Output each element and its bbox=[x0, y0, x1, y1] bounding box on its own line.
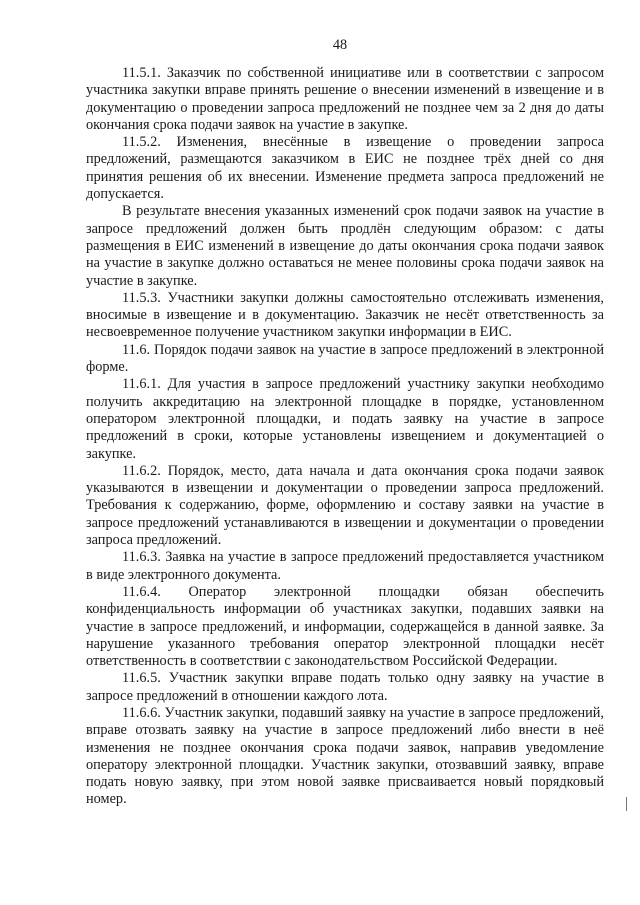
document-body bbox=[86, 65, 604, 809]
scan-artifact-mark bbox=[626, 797, 627, 811]
paragraph-11-5-1: 11.5.1. Заказчик по собственной инициативе или в соответствии с запросом участника закупки вправе принять решение о внесении изменений в извещение и в документацию о проведении запроса предложений не позднее чем за 2 дня до даты окончания срока подачи заявок на участие в закупке. bbox=[86, 65, 604, 133]
paragraph-11-6: 11.6. Порядок подачи заявок на участие в запросе предложений в электронной форме. bbox=[86, 341, 604, 376]
paragraph-11-6-5: 11.6.5. Участник закупки вправе подать только одну заявку на участие в запросе предложений в отношении каждого лота. bbox=[86, 670, 604, 704]
paragraph-11-5-3: 11.5.3. Участники закупки должны самостоятельно отслеживать изменения, вносимые в извещение и в документацию. Заказчик не несёт ответственность за несвоевременное получение участником закупки информации в ЕИС. bbox=[86, 289, 604, 341]
paragraph-deadline-extension: В результате внесения указанных изменений срок подачи заявок на участие в запросе предложений должен быть продлён следующим образом: с даты размещения в ЕИС изменений в извещение до даты окончания срока подачи заявок на участие в закупке должно оставаться не менее половины срока подачи заявок на участие в закупке. bbox=[86, 203, 604, 289]
paragraph-11-6-3: 11.6.3. Заявка на участие в запросе предложений предоставляется участником в виде электронного документа. bbox=[86, 549, 604, 583]
paragraph-11-6-4: 11.6.4. Оператор электронной площадки обязан обеспечить конфиденциальность информации об участниках закупки, подавших заявки на участие в запросе предложений, и информации, содержащейся в данной заявке. За нарушение указанного требования оператор электронной площадки несёт ответственность в соответствии с законодательством Российской Федерации. bbox=[86, 583, 604, 670]
page-number: 48 bbox=[332, 37, 348, 53]
paragraph-11-5-2: 11.5.2. Изменения, внесённые в извещение о проведении запроса предложений, размещаются заказчиком в ЕИС не позднее трёх дней со дня принятия решения об их внесении. Изменение предмета запроса предложений не допускается. bbox=[86, 134, 604, 203]
paragraph-11-6-2: 11.6.2. Порядок, место, дата начала и дата окончания срока подачи заявок указываются в извещении и документации о проведении запроса предложений. Требования к содержанию, форме, оформлению и составу заявки на участие в запросе предложений устанавливаются в извещении и документации о проведении запроса предложений. bbox=[86, 462, 604, 549]
paragraph-11-6-1: 11.6.1. Для участия в запросе предложений участнику закупки необходимо получить аккредитацию на электронной площадке в порядке, установленном оператором электронной площадки, и подать заявку на участие в запросе предложений в сроки, которые установлены извещением и документацией о закупке. bbox=[86, 376, 604, 462]
paragraph-11-6-6: 11.6.6. Участник закупки, подавший заявку на участие в запросе предложений, вправе отозвать заявку на участие в запросе предложений либо внести в неё изменения не позднее окончания срока подачи заявок, направив уведомление оператору электронной площадки. Участник закупки, отозвавший заявку, вправе подать новую заявку, при этом новой заявке присваивается новый порядковый номер. bbox=[86, 704, 604, 808]
